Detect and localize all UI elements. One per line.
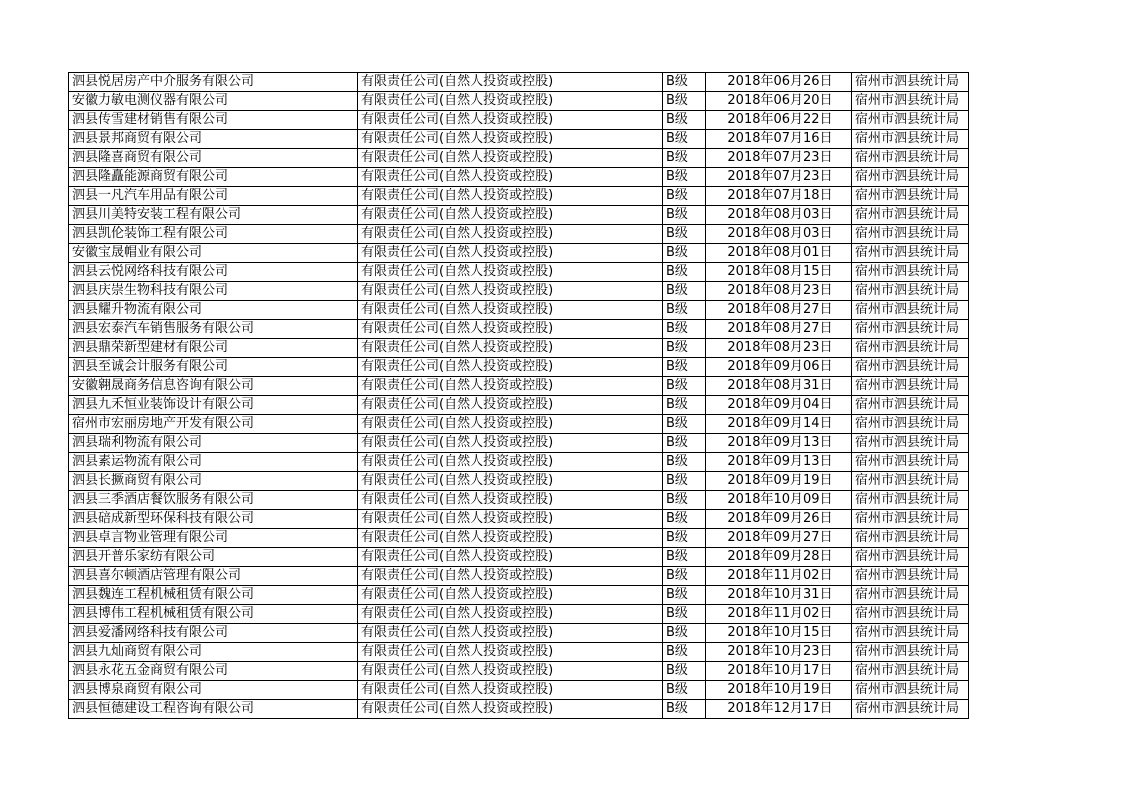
credit-grade-cell: B级	[663, 225, 706, 244]
table-row	[69, 187, 969, 206]
date-cell: 2018年08月03日	[706, 206, 852, 225]
company-type-cell: 有限责任公司(自然人投资或控股)	[358, 282, 663, 301]
credit-grade-cell: B级	[663, 130, 706, 149]
company-type-cell: 有限责任公司(自然人投资或控股)	[358, 263, 663, 282]
company-name-cell: 泗县喜尔顿酒店管理有限公司	[69, 567, 358, 586]
table-row	[69, 225, 969, 244]
company-name-cell: 泗县悦居房产中介服务有限公司	[69, 73, 358, 92]
company-name-cell: 泗县魏连工程机械租赁有限公司	[69, 586, 358, 605]
company-name-cell: 泗县鼎荣新型建材有限公司	[69, 339, 358, 358]
table-row	[69, 510, 969, 529]
date-cell: 2018年08月01日	[706, 244, 852, 263]
credit-grade-cell: B级	[663, 377, 706, 396]
date-cell: 2018年10月09日	[706, 491, 852, 510]
table-row	[69, 681, 969, 700]
records-sheet	[68, 72, 969, 719]
credit-grade-cell: B级	[663, 605, 706, 624]
company-type-cell: 有限责任公司(自然人投资或控股)	[358, 320, 663, 339]
company-type-cell: 有限责任公司(自然人投资或控股)	[358, 149, 663, 168]
company-name-cell: 泗县至诚会计服务有限公司	[69, 358, 358, 377]
company-type-cell: 有限责任公司(自然人投资或控股)	[358, 358, 663, 377]
company-name-cell: 泗县九禾恒业装饰设计有限公司	[69, 396, 358, 415]
table-row	[69, 111, 969, 130]
authority-cell: 宿州市泗县统计局	[852, 377, 969, 396]
company-type-cell: 有限责任公司(自然人投资或控股)	[358, 529, 663, 548]
company-type-cell: 有限责任公司(自然人投资或控股)	[358, 130, 663, 149]
credit-grade-cell: B级	[663, 548, 706, 567]
date-cell: 2018年11月02日	[706, 605, 852, 624]
credit-grade-cell: B级	[663, 396, 706, 415]
company-type-cell: 有限责任公司(自然人投资或控股)	[358, 548, 663, 567]
date-cell: 2018年06月22日	[706, 111, 852, 130]
credit-grade-cell: B级	[663, 73, 706, 92]
table-row	[69, 586, 969, 605]
company-name-cell: 泗县云悦网络科技有限公司	[69, 263, 358, 282]
company-type-cell: 有限责任公司(自然人投资或控股)	[358, 92, 663, 111]
date-cell: 2018年08月27日	[706, 301, 852, 320]
date-cell: 2018年09月19日	[706, 472, 852, 491]
table-row	[69, 700, 969, 719]
date-cell: 2018年08月15日	[706, 263, 852, 282]
date-cell: 2018年09月27日	[706, 529, 852, 548]
date-cell: 2018年09月04日	[706, 396, 852, 415]
credit-grade-cell: B级	[663, 510, 706, 529]
credit-grade-cell: B级	[663, 358, 706, 377]
date-cell: 2018年07月18日	[706, 187, 852, 206]
company-type-cell: 有限责任公司(自然人投资或控股)	[358, 510, 663, 529]
authority-cell: 宿州市泗县统计局	[852, 605, 969, 624]
credit-grade-cell: B级	[663, 168, 706, 187]
authority-cell: 宿州市泗县统计局	[852, 624, 969, 643]
company-name-cell: 安徽力敏电测仪器有限公司	[69, 92, 358, 111]
company-type-cell: 有限责任公司(自然人投资或控股)	[358, 187, 663, 206]
authority-cell: 宿州市泗县统计局	[852, 282, 969, 301]
date-cell: 2018年08月23日	[706, 339, 852, 358]
table-row	[69, 434, 969, 453]
company-type-cell: 有限责任公司(自然人投资或控股)	[358, 73, 663, 92]
credit-grade-cell: B级	[663, 187, 706, 206]
company-type-cell: 有限责任公司(自然人投资或控股)	[358, 415, 663, 434]
company-type-cell: 有限责任公司(自然人投资或控股)	[358, 567, 663, 586]
date-cell: 2018年07月16日	[706, 130, 852, 149]
company-name-cell: 泗县传雪建材销售有限公司	[69, 111, 358, 130]
authority-cell: 宿州市泗县统计局	[852, 130, 969, 149]
credit-grade-cell: B级	[663, 320, 706, 339]
table-row	[69, 415, 969, 434]
authority-cell: 宿州市泗县统计局	[852, 510, 969, 529]
company-name-cell: 安徽宝晟帽业有限公司	[69, 244, 358, 263]
table-row	[69, 130, 969, 149]
credit-grade-cell: B级	[663, 111, 706, 130]
credit-grade-cell: B级	[663, 263, 706, 282]
credit-grade-cell: B级	[663, 586, 706, 605]
authority-cell: 宿州市泗县统计局	[852, 529, 969, 548]
credit-grade-cell: B级	[663, 529, 706, 548]
authority-cell: 宿州市泗县统计局	[852, 681, 969, 700]
company-name-cell: 泗县景邦商贸有限公司	[69, 130, 358, 149]
credit-grade-cell: B级	[663, 624, 706, 643]
date-cell: 2018年10月17日	[706, 662, 852, 681]
table-row	[69, 605, 969, 624]
company-name-cell: 泗县博泉商贸有限公司	[69, 681, 358, 700]
company-name-cell: 泗县博伟工程机械租赁有限公司	[69, 605, 358, 624]
table-row	[69, 339, 969, 358]
credit-grade-cell: B级	[663, 301, 706, 320]
date-cell: 2018年09月13日	[706, 453, 852, 472]
company-name-cell: 泗县卓言物业管理有限公司	[69, 529, 358, 548]
company-name-cell: 泗县爱潘网络科技有限公司	[69, 624, 358, 643]
credit-grade-cell: B级	[663, 472, 706, 491]
company-name-cell: 宿州市宏丽房地产开发有限公司	[69, 415, 358, 434]
date-cell: 2018年06月20日	[706, 92, 852, 111]
table-row	[69, 301, 969, 320]
company-type-cell: 有限责任公司(自然人投资或控股)	[358, 472, 663, 491]
authority-cell: 宿州市泗县统计局	[852, 415, 969, 434]
company-type-cell: 有限责任公司(自然人投资或控股)	[358, 244, 663, 263]
table-row	[69, 358, 969, 377]
authority-cell: 宿州市泗县统计局	[852, 586, 969, 605]
authority-cell: 宿州市泗县统计局	[852, 358, 969, 377]
authority-cell: 宿州市泗县统计局	[852, 168, 969, 187]
table-row	[69, 244, 969, 263]
authority-cell: 宿州市泗县统计局	[852, 187, 969, 206]
authority-cell: 宿州市泗县统计局	[852, 453, 969, 472]
company-name-cell: 泗县恒德建设工程咨询有限公司	[69, 700, 358, 719]
authority-cell: 宿州市泗县统计局	[852, 643, 969, 662]
authority-cell: 宿州市泗县统计局	[852, 206, 969, 225]
authority-cell: 宿州市泗县统计局	[852, 301, 969, 320]
date-cell: 2018年11月02日	[706, 567, 852, 586]
date-cell: 2018年10月19日	[706, 681, 852, 700]
authority-cell: 宿州市泗县统计局	[852, 396, 969, 415]
credit-grade-cell: B级	[663, 339, 706, 358]
date-cell: 2018年10月15日	[706, 624, 852, 643]
company-name-cell: 泗县庆崇生物科技有限公司	[69, 282, 358, 301]
company-name-cell: 泗县一凡汽车用品有限公司	[69, 187, 358, 206]
authority-cell: 宿州市泗县统计局	[852, 320, 969, 339]
company-type-cell: 有限责任公司(自然人投资或控股)	[358, 453, 663, 472]
date-cell: 2018年08月23日	[706, 282, 852, 301]
company-type-cell: 有限责任公司(自然人投资或控股)	[358, 624, 663, 643]
credit-grade-cell: B级	[663, 491, 706, 510]
date-cell: 2018年08月03日	[706, 225, 852, 244]
table-row	[69, 377, 969, 396]
authority-cell: 宿州市泗县统计局	[852, 700, 969, 719]
company-type-cell: 有限责任公司(自然人投资或控股)	[358, 662, 663, 681]
credit-grade-cell: B级	[663, 149, 706, 168]
authority-cell: 宿州市泗县统计局	[852, 92, 969, 111]
table-row	[69, 396, 969, 415]
table-row	[69, 662, 969, 681]
table-row	[69, 567, 969, 586]
authority-cell: 宿州市泗县统计局	[852, 225, 969, 244]
company-name-cell: 泗县宏泰汽车销售服务有限公司	[69, 320, 358, 339]
company-name-cell: 泗县永花五金商贸有限公司	[69, 662, 358, 681]
credit-grade-cell: B级	[663, 700, 706, 719]
credit-grade-cell: B级	[663, 206, 706, 225]
credit-grade-cell: B级	[663, 415, 706, 434]
table-row	[69, 320, 969, 339]
company-name-cell: 泗县九灿商贸有限公司	[69, 643, 358, 662]
records-table	[68, 72, 969, 719]
company-name-cell: 泗县素运物流有限公司	[69, 453, 358, 472]
company-name-cell: 泗县耀升物流有限公司	[69, 301, 358, 320]
company-type-cell: 有限责任公司(自然人投资或控股)	[358, 377, 663, 396]
company-name-cell: 泗县隆矗能源商贸有限公司	[69, 168, 358, 187]
table-row	[69, 282, 969, 301]
credit-grade-cell: B级	[663, 567, 706, 586]
table-row	[69, 529, 969, 548]
company-name-cell: 泗县瑞利物流有限公司	[69, 434, 358, 453]
company-type-cell: 有限责任公司(自然人投资或控股)	[358, 301, 663, 320]
company-type-cell: 有限责任公司(自然人投资或控股)	[358, 700, 663, 719]
date-cell: 2018年07月23日	[706, 168, 852, 187]
authority-cell: 宿州市泗县统计局	[852, 263, 969, 282]
authority-cell: 宿州市泗县统计局	[852, 491, 969, 510]
authority-cell: 宿州市泗县统计局	[852, 111, 969, 130]
date-cell: 2018年08月27日	[706, 320, 852, 339]
company-name-cell: 安徽翱晟商务信息咨询有限公司	[69, 377, 358, 396]
table-row	[69, 548, 969, 567]
date-cell: 2018年06月26日	[706, 73, 852, 92]
table-row	[69, 624, 969, 643]
company-type-cell: 有限责任公司(自然人投资或控股)	[358, 605, 663, 624]
company-name-cell: 泗县隆喜商贸有限公司	[69, 149, 358, 168]
table-row	[69, 206, 969, 225]
authority-cell: 宿州市泗县统计局	[852, 73, 969, 92]
table-row	[69, 149, 969, 168]
authority-cell: 宿州市泗县统计局	[852, 472, 969, 491]
date-cell: 2018年08月31日	[706, 377, 852, 396]
credit-grade-cell: B级	[663, 434, 706, 453]
table-row	[69, 92, 969, 111]
company-type-cell: 有限责任公司(自然人投资或控股)	[358, 643, 663, 662]
date-cell: 2018年10月23日	[706, 643, 852, 662]
company-name-cell: 泗县碚成新型环保科技有限公司	[69, 510, 358, 529]
company-type-cell: 有限责任公司(自然人投资或控股)	[358, 681, 663, 700]
authority-cell: 宿州市泗县统计局	[852, 149, 969, 168]
authority-cell: 宿州市泗县统计局	[852, 244, 969, 263]
credit-grade-cell: B级	[663, 662, 706, 681]
date-cell: 2018年09月06日	[706, 358, 852, 377]
credit-grade-cell: B级	[663, 282, 706, 301]
company-type-cell: 有限责任公司(自然人投资或控股)	[358, 225, 663, 244]
company-type-cell: 有限责任公司(自然人投资或控股)	[358, 206, 663, 225]
company-type-cell: 有限责任公司(自然人投资或控股)	[358, 396, 663, 415]
table-row	[69, 472, 969, 491]
records-table-body	[69, 73, 969, 719]
credit-grade-cell: B级	[663, 681, 706, 700]
company-name-cell: 泗县川美特安装工程有限公司	[69, 206, 358, 225]
date-cell: 2018年12月17日	[706, 700, 852, 719]
company-type-cell: 有限责任公司(自然人投资或控股)	[358, 111, 663, 130]
company-type-cell: 有限责任公司(自然人投资或控股)	[358, 434, 663, 453]
credit-grade-cell: B级	[663, 453, 706, 472]
authority-cell: 宿州市泗县统计局	[852, 567, 969, 586]
company-name-cell: 泗县三季酒店餐饮服务有限公司	[69, 491, 358, 510]
credit-grade-cell: B级	[663, 244, 706, 263]
date-cell: 2018年10月31日	[706, 586, 852, 605]
date-cell: 2018年09月26日	[706, 510, 852, 529]
company-name-cell: 泗县开普乐家纺有限公司	[69, 548, 358, 567]
authority-cell: 宿州市泗县统计局	[852, 548, 969, 567]
date-cell: 2018年07月23日	[706, 149, 852, 168]
company-name-cell: 泗县凯伦装饰工程有限公司	[69, 225, 358, 244]
credit-grade-cell: B级	[663, 92, 706, 111]
authority-cell: 宿州市泗县统计局	[852, 662, 969, 681]
date-cell: 2018年09月28日	[706, 548, 852, 567]
date-cell: 2018年09月14日	[706, 415, 852, 434]
table-row	[69, 643, 969, 662]
table-row	[69, 168, 969, 187]
table-row	[69, 263, 969, 282]
credit-grade-cell: B级	[663, 643, 706, 662]
company-type-cell: 有限责任公司(自然人投资或控股)	[358, 339, 663, 358]
table-row	[69, 491, 969, 510]
table-row	[69, 73, 969, 92]
table-row	[69, 453, 969, 472]
company-type-cell: 有限责任公司(自然人投资或控股)	[358, 168, 663, 187]
company-name-cell: 泗县长撅商贸有限公司	[69, 472, 358, 491]
date-cell: 2018年09月13日	[706, 434, 852, 453]
company-type-cell: 有限责任公司(自然人投资或控股)	[358, 586, 663, 605]
authority-cell: 宿州市泗县统计局	[852, 434, 969, 453]
company-type-cell: 有限责任公司(自然人投资或控股)	[358, 491, 663, 510]
authority-cell: 宿州市泗县统计局	[852, 339, 969, 358]
